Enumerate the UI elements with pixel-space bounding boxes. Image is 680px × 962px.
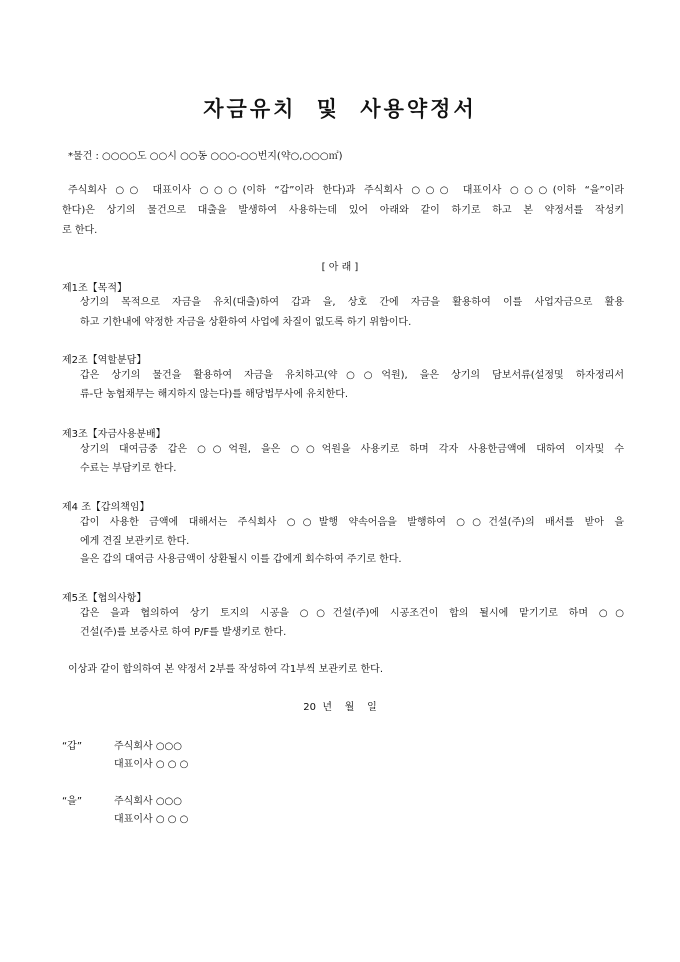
below-marker: [ 아 래 ] (321, 262, 359, 273)
document-title: 자금유치 및 사용약정서 (203, 97, 477, 121)
article-5-heading: 제5조【협의사항】 (62, 593, 147, 604)
article-3-heading: 제3조【자금사용분배】 (62, 429, 166, 440)
article-4-line: 을은 갑의 대여금 사용금액이 상환될시 이를 갑에게 회수하여 주기로 한다. (80, 554, 402, 565)
article-5-line: 건설(주)를 보증사로 하여 P/F를 발생키로 한다. (80, 627, 287, 638)
article-4-heading: 제4 조【갑의책임】 (62, 502, 150, 513)
article-1-heading: 제1조【목적】 (62, 283, 128, 294)
party-company: 주식회사 ○○○ (114, 741, 182, 752)
article-2-heading: 제2조【역할분담】 (62, 355, 147, 366)
article-4-line: 갑이 사용한 금액에 대해서는 주식회사 ○○발행 약속어음을 발행하여 ○○건설(주)의 배서를 받아 을 (80, 517, 624, 528)
intro-line: 주식회사 ○○ 대표이사 ○○○(이하 “갑”이라 한다)과 주식회사 ○○○ 대표이사 ○○○(이하 “을”이라 (68, 185, 624, 196)
closing-statement: 이상과 같이 합의하여 본 약정서 2부를 작성하여 각1부씩 보관키로 한다. (68, 664, 383, 675)
article-2-line: 갑은 상기의 물건을 활용하여 자금을 유치하고(약○○억원), 을은 상기의 담보서류(설정및 하자정리서 (80, 370, 624, 381)
article-4-line: 에게 견질 보관키로 한다. (80, 536, 190, 547)
intro-line: 로 한다. (62, 225, 98, 236)
party-representative: 대표이사 ○ ○ ○ (114, 759, 189, 770)
date-line: 20 년 월 일 (303, 702, 377, 713)
party-role-label: “갑” (62, 741, 83, 752)
article-1-line: 하고 기한내에 약정한 자금을 상환하여 사업에 차질이 없도록 하기 위함이다. (80, 317, 412, 328)
party-role-label: “을” (62, 796, 83, 807)
article-3-line: 수료는 부담키로 한다. (80, 463, 177, 474)
article-1-line: 상기의 목적으로 자금을 유치(대출)하여 갑과 을, 상호 간에 자금을 활용하여 이를 사업자금으로 활용 (80, 297, 624, 308)
party-representative: 대표이사 ○ ○ ○ (114, 814, 189, 825)
article-2-line: 류-단 농협채무는 해지하지 않는다)를 해당법무사에 유치한다. (80, 389, 349, 400)
intro-line: 한다)은 상기의 물건으로 대출을 발생하여 사용하는데 있어 아래와 같이 하기로 하고 본 약정서를 작성키 (62, 205, 624, 216)
party-company: 주식회사 ○○○ (114, 796, 182, 807)
article-3-line: 상기의 대여금중 갑은 ○○억원, 을은 ○○억원을 사용키로 하며 각자 사용한금액에 대하여 이자및 수 (80, 444, 624, 455)
article-5-line: 갑은 을과 협의하여 상기 토지의 시공을 ○○건설(주)에 시공조건이 합의 될시에 맡기기로 하며 ○○ (80, 608, 624, 619)
property-line: *물건 : ○○○○도 ○○시 ○○동 ○○○-○○번지(약○,○○○㎡) (68, 151, 343, 162)
